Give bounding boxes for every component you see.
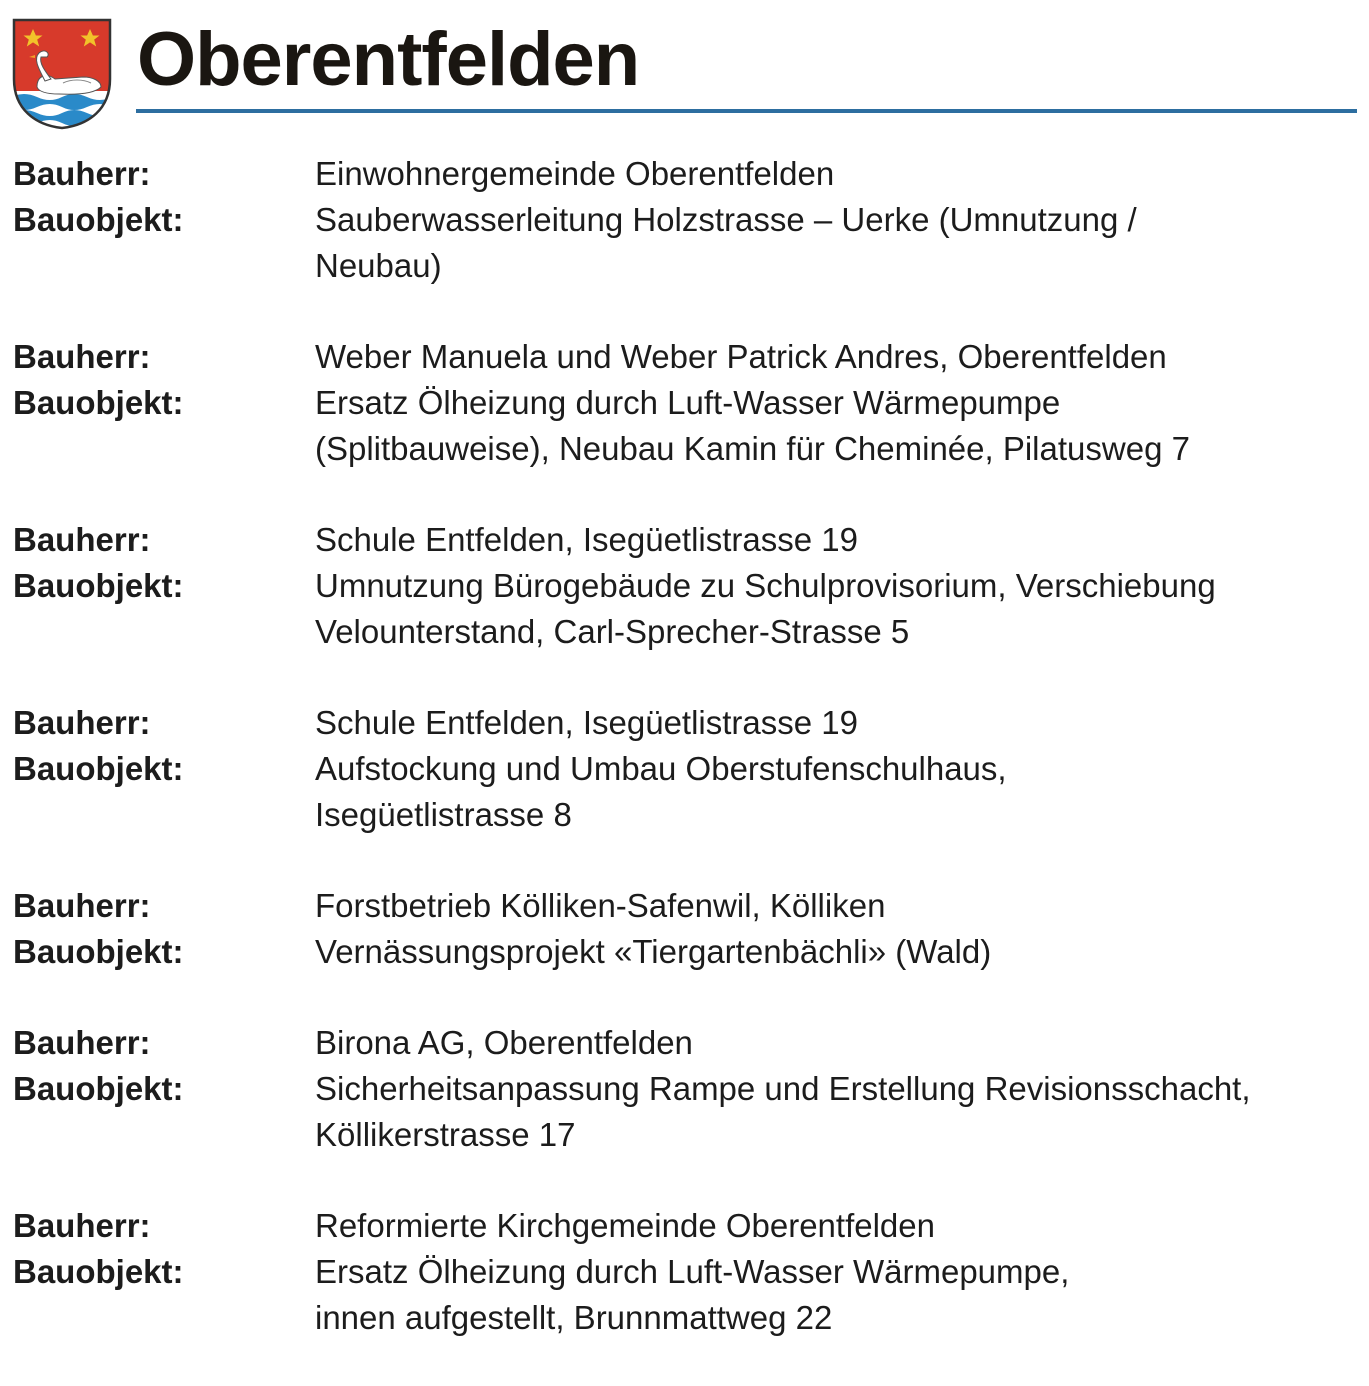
bauherr-value: Schule Entfelden, Isegüetlistrasse 19: [315, 704, 859, 741]
bauobjekt-value: Umnutzung Bürogebäude zu Schulprovisorium, Verschiebung Velounterstand, Carl-Sprecher-Strasse 5: [315, 567, 1216, 650]
bauobjekt-row: [13, 197, 1358, 289]
bauherr-row: [13, 1203, 1358, 1249]
permit-entry: [13, 700, 1358, 838]
bauobjekt-row: [13, 1066, 1358, 1158]
bauherr-value: Forstbetrieb Kölliken-Safenwil, Kölliken: [315, 887, 886, 924]
bauobjekt-label: Bauobjekt:: [13, 1253, 184, 1290]
permit-entry: [13, 151, 1358, 289]
bauherr-value: Birona AG, Oberentfelden: [315, 1024, 693, 1061]
bauherr-label: Bauherr:: [13, 338, 151, 375]
title-underline: [136, 109, 1357, 113]
bauherr-row: [13, 334, 1358, 380]
bauobjekt-row: [13, 746, 1358, 838]
bauobjekt-label: Bauobjekt:: [13, 1070, 184, 1107]
bauherr-label: Bauherr:: [13, 887, 151, 924]
bauobjekt-value: Sicherheitsanpassung Rampe und Erstellung Revisionsschacht, Köllikerstrasse 17: [315, 1070, 1251, 1153]
bauobjekt-row: [13, 563, 1358, 655]
bauobjekt-value: Aufstockung und Umbau Oberstufenschulhaus, Isegüetlistrasse 8: [315, 750, 1007, 833]
building-permits-list: [13, 151, 1358, 1386]
permit-entry: [13, 1203, 1358, 1341]
bauherr-row: [13, 1020, 1358, 1066]
bauobjekt-label: Bauobjekt:: [13, 201, 184, 238]
page-title: Oberentfelden: [137, 17, 640, 102]
bauobjekt-value: Vernässungsprojekt «Tiergartenbächli» (Wald): [315, 933, 992, 970]
bauobjekt-label: Bauobjekt:: [13, 384, 184, 421]
bauherr-row: [13, 517, 1358, 563]
bauherr-label: Bauherr:: [13, 1024, 151, 1061]
bauherr-label: Bauherr:: [13, 155, 151, 192]
bauherr-row: [13, 151, 1358, 197]
bauherr-value: Einwohnergemeinde Oberentfelden: [315, 155, 835, 192]
bauobjekt-label: Bauobjekt:: [13, 933, 184, 970]
bauherr-label: Bauherr:: [13, 704, 151, 741]
bauherr-label: Bauherr:: [13, 1207, 151, 1244]
permit-entry: [13, 334, 1358, 472]
bauobjekt-label: Bauobjekt:: [13, 750, 184, 787]
bauherr-row: [13, 700, 1358, 746]
bauobjekt-label: Bauobjekt:: [13, 567, 184, 604]
bauobjekt-row: [13, 929, 1358, 975]
bauobjekt-row: [13, 1249, 1358, 1341]
permit-entry: [13, 883, 1358, 975]
permit-entry: [13, 1020, 1358, 1158]
bauherr-row: [13, 883, 1358, 929]
bauherr-value: Weber Manuela und Weber Patrick Andres, Oberentfelden: [315, 338, 1167, 375]
bauobjekt-value: Ersatz Ölheizung durch Luft-Wasser Wärmepumpe (Splitbauweise), Neubau Kamin für Cheminée, Pilatusweg 7: [315, 384, 1190, 467]
bauherr-value: Reformierte Kirchgemeinde Oberentfelden: [315, 1207, 935, 1244]
coat-of-arms-icon: [11, 17, 113, 131]
bauherr-value: Schule Entfelden, Isegüetlistrasse 19: [315, 521, 859, 558]
page-header: [0, 0, 1369, 130]
bauobjekt-value: Sauberwasserleitung Holzstrasse – Uerke (Umnutzung / Neubau): [315, 201, 1137, 284]
bauobjekt-value: Ersatz Ölheizung durch Luft-Wasser Wärmepumpe, innen aufgestellt, Brunnmattweg 22: [315, 1253, 1070, 1336]
bauobjekt-row: [13, 380, 1358, 472]
bauherr-label: Bauherr:: [13, 521, 151, 558]
permit-entry: [13, 517, 1358, 655]
